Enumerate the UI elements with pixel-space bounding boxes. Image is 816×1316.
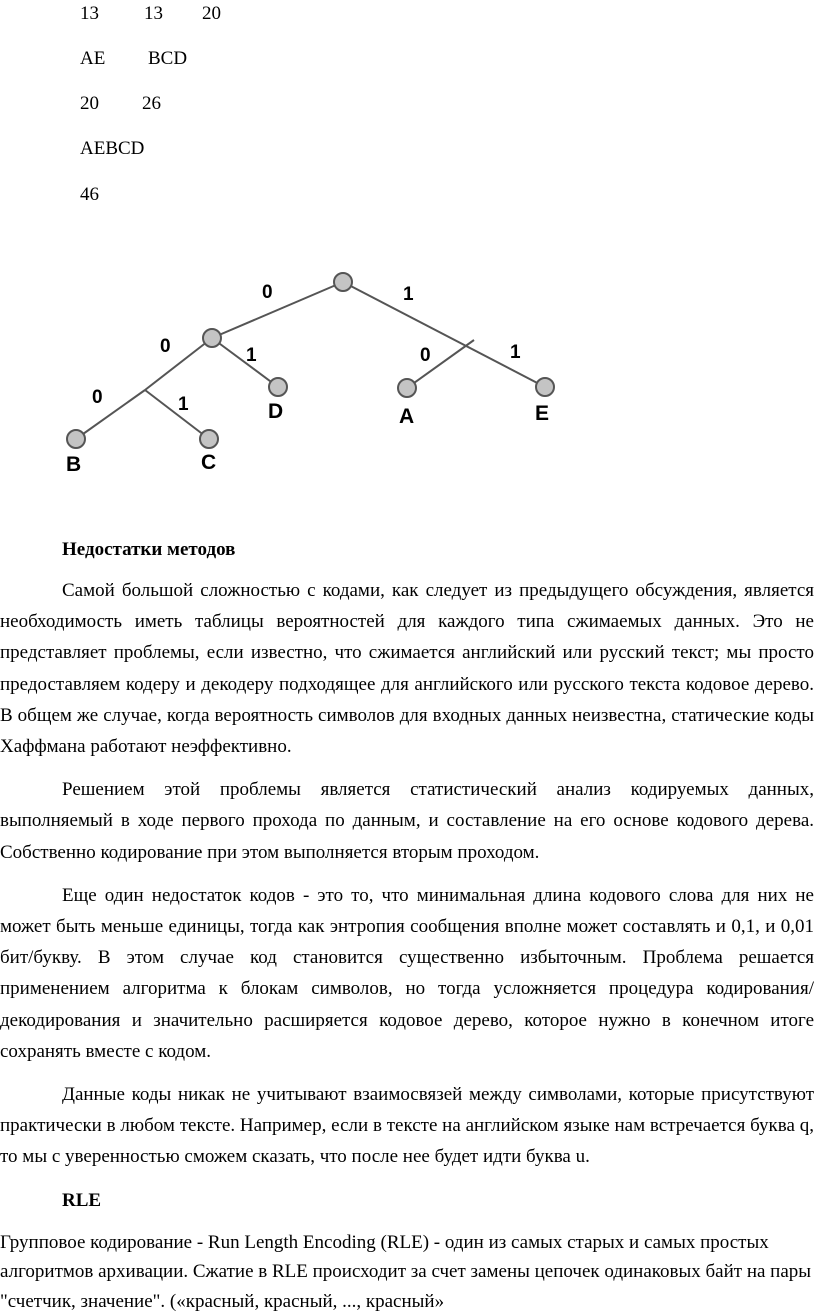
leaf-node-d bbox=[269, 378, 287, 396]
step-group: AEBCD bbox=[80, 138, 145, 159]
edge-label: 1 bbox=[246, 345, 257, 366]
edge-label: 1 bbox=[178, 394, 189, 415]
document-body bbox=[0, 534, 816, 1316]
step-value: 20 bbox=[80, 93, 99, 114]
leaf-node-c bbox=[200, 430, 218, 448]
leaf-label-a: A bbox=[399, 405, 415, 428]
step-value: 13 bbox=[80, 3, 99, 24]
root-node bbox=[334, 273, 352, 291]
step-value: 46 bbox=[80, 184, 99, 205]
internal-node bbox=[203, 329, 221, 347]
step-group: BCD bbox=[148, 48, 188, 69]
leaf-node-e bbox=[536, 378, 554, 396]
section-heading: Недостатки методов bbox=[62, 539, 236, 560]
edge-label: 1 bbox=[403, 284, 414, 305]
step-value: 20 bbox=[202, 3, 221, 24]
edge-left-right bbox=[212, 338, 278, 387]
step-group: AE bbox=[80, 48, 106, 69]
edge-label: 0 bbox=[92, 387, 103, 408]
paragraph: Еще один недостаток кодов - это то, что минимальная длина кодового слова для них не может быть меньше единицы, тогда как энтропия сообщения вполне может составлять и 0,1, и 0,01 бит/букву. В этом случае код становится существенно избыточным. Проблема решается применением алгоритма к блокам символов, но тогда усложняется процедура кодирования/декодирования и значительно расширяется кодовое дерево, которое нужно в конечном итоге сохранять вместе с кодом. bbox=[0, 884, 814, 1062]
edge-label: 0 bbox=[420, 345, 431, 366]
huffman-tree-diagram bbox=[0, 260, 816, 480]
edge-left-left bbox=[145, 338, 212, 390]
paragraph: Решением этой проблемы является статистический анализ кодируемых данных, выполняемый в ходе первого прохода по данным, и составление на его основе кодового дерева. Собственно кодирование при этом выполняется вторым проходом. bbox=[0, 779, 814, 863]
leaf-label-d: D bbox=[268, 400, 284, 423]
edge-label: 0 bbox=[262, 282, 273, 303]
leaf-node-b bbox=[67, 430, 85, 448]
edge-root-right bbox=[343, 282, 545, 387]
leaf-label-c: C bbox=[201, 451, 217, 474]
leaf-label-b: B bbox=[66, 453, 82, 476]
step-value: 26 bbox=[142, 93, 161, 114]
edge-label: 0 bbox=[160, 336, 171, 357]
leaf-label-e: E bbox=[535, 402, 550, 425]
paragraph: Самой большой сложностью с кодами, как следует из предыдущего обсуждения, является необходимость иметь таблицы вероятностей для каждого типа сжимаемых данных. Это не представляет проблемы, если известно, что сжимается английский или русский текст; мы просто предоставляем кодеру и декодеру подходящее для английского или русского текста кодовое дерево. В общем же случае, когда вероятность символов для входных данных неизвестна, статические коды Хаффмана работают неэффективно. bbox=[0, 580, 814, 758]
paragraph: Групповое кодирование - Run Length Encoding (RLE) - один из самых старых и самых простых алгоритмов архивации. Сжатие в RLE происходит за счет замены цепочек одинаковых байт на пары "счетчик, значение". («красный, красный, ..., красный» bbox=[0, 1231, 812, 1312]
edge-root-left bbox=[212, 282, 343, 338]
edge-ll-left bbox=[76, 390, 145, 439]
edge-right-left bbox=[407, 340, 474, 388]
leaf-node-a bbox=[398, 379, 416, 397]
edge-label: 1 bbox=[510, 342, 521, 363]
section-heading: RLE bbox=[62, 1189, 102, 1211]
paragraph: Данные коды никак не учитывают взаимосвязей между символами, которые присутствуют практически в любом тексте. Например, если в тексте на английском языке нам встречается буква q, то мы с уверенностью сможем сказать, что после нее будет идти буква u. bbox=[0, 1084, 814, 1168]
edge-ll-right bbox=[145, 390, 209, 439]
step-value: 13 bbox=[144, 3, 163, 24]
